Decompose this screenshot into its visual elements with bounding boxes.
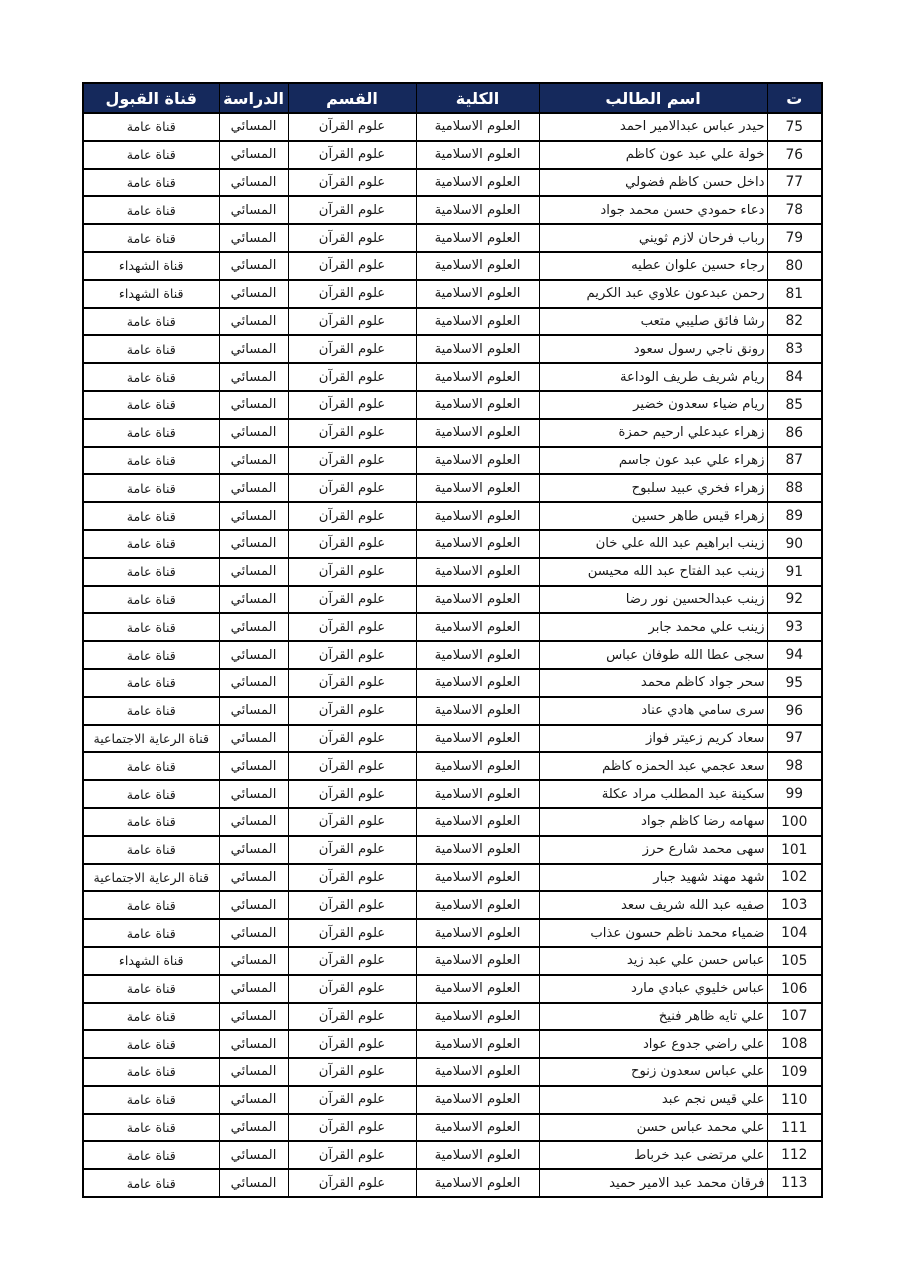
cell-channel: قناة عامة — [83, 1058, 219, 1086]
cell-number: 89 — [767, 502, 822, 530]
cell-channel: قناة عامة — [83, 308, 219, 336]
cell-number: 88 — [767, 474, 822, 502]
cell-college: العلوم الاسلامية — [416, 1058, 539, 1086]
cell-college: العلوم الاسلامية — [416, 1003, 539, 1031]
cell-number: 98 — [767, 752, 822, 780]
cell-student-name: فرقان محمد عبد الامير حميد — [539, 1169, 767, 1197]
cell-study: المسائي — [219, 808, 288, 836]
cell-study: المسائي — [219, 113, 288, 141]
cell-number: 75 — [767, 113, 822, 141]
table-row — [83, 447, 822, 475]
cell-study: المسائي — [219, 891, 288, 919]
table-row — [83, 1003, 822, 1031]
cell-college: العلوم الاسلامية — [416, 1169, 539, 1197]
cell-department: علوم القرآن — [288, 641, 416, 669]
cell-channel: قناة عامة — [83, 613, 219, 641]
table-row — [83, 558, 822, 586]
cell-college: العلوم الاسلامية — [416, 808, 539, 836]
table-row — [83, 613, 822, 641]
cell-department: علوم القرآن — [288, 947, 416, 975]
cell-channel: قناة عامة — [83, 697, 219, 725]
cell-department: علوم القرآن — [288, 613, 416, 641]
cell-student-name: صفيه عبد الله شريف سعد — [539, 891, 767, 919]
cell-student-name: ريام شريف طريف الوداعة — [539, 363, 767, 391]
cell-number: 77 — [767, 169, 822, 197]
cell-study: المسائي — [219, 224, 288, 252]
cell-study: المسائي — [219, 864, 288, 892]
cell-student-name: سعاد كريم زعيتر فواز — [539, 725, 767, 753]
cell-number: 94 — [767, 641, 822, 669]
cell-department: علوم القرآن — [288, 891, 416, 919]
cell-student-name: علي قيس نجم عبد — [539, 1086, 767, 1114]
table-row — [83, 502, 822, 530]
table-row — [83, 752, 822, 780]
cell-channel: قناة الرعاية الاجتماعية — [83, 725, 219, 753]
cell-college: العلوم الاسلامية — [416, 836, 539, 864]
cell-college: العلوم الاسلامية — [416, 864, 539, 892]
cell-student-name: عباس خليوي عبادي مارد — [539, 975, 767, 1003]
cell-student-name: زينب عبد الفتاح عبد الله محيسن — [539, 558, 767, 586]
cell-study: المسائي — [219, 419, 288, 447]
cell-number: 83 — [767, 335, 822, 363]
cell-department: علوم القرآن — [288, 780, 416, 808]
table-row — [83, 1058, 822, 1086]
cell-study: المسائي — [219, 1141, 288, 1169]
cell-number: 90 — [767, 530, 822, 558]
cell-study: المسائي — [219, 1114, 288, 1142]
table-row — [83, 919, 822, 947]
cell-study: المسائي — [219, 474, 288, 502]
cell-study: المسائي — [219, 1058, 288, 1086]
cell-college: العلوم الاسلامية — [416, 1030, 539, 1058]
cell-department: علوم القرآن — [288, 919, 416, 947]
table-row — [83, 1141, 822, 1169]
cell-college: العلوم الاسلامية — [416, 530, 539, 558]
table-row — [83, 1114, 822, 1142]
cell-college: العلوم الاسلامية — [416, 947, 539, 975]
cell-study: المسائي — [219, 752, 288, 780]
cell-channel: قناة عامة — [83, 808, 219, 836]
header-cell-channel: قناة القبول — [83, 83, 219, 113]
cell-department: علوم القرآن — [288, 391, 416, 419]
cell-student-name: سهامه رضا كاظم جواد — [539, 808, 767, 836]
cell-number: 110 — [767, 1086, 822, 1114]
cell-college: العلوم الاسلامية — [416, 474, 539, 502]
cell-number: 108 — [767, 1030, 822, 1058]
cell-college: العلوم الاسلامية — [416, 669, 539, 697]
table-row — [83, 864, 822, 892]
cell-channel: قناة عامة — [83, 558, 219, 586]
cell-number: 80 — [767, 252, 822, 280]
cell-student-name: علي عباس سعدون زنوح — [539, 1058, 767, 1086]
cell-student-name: زهراء قيس طاهر حسين — [539, 502, 767, 530]
cell-student-name: زهراء عبدعلي ارحيم حمزة — [539, 419, 767, 447]
cell-college: العلوم الاسلامية — [416, 975, 539, 1003]
cell-study: المسائي — [219, 280, 288, 308]
cell-department: علوم القرآن — [288, 530, 416, 558]
cell-number: 79 — [767, 224, 822, 252]
cell-number: 113 — [767, 1169, 822, 1197]
cell-student-name: عباس حسن علي عبد زيد — [539, 947, 767, 975]
cell-number: 81 — [767, 280, 822, 308]
cell-student-name: سهى محمد شارع حرز — [539, 836, 767, 864]
cell-channel: قناة عامة — [83, 1169, 219, 1197]
cell-number: 112 — [767, 1141, 822, 1169]
cell-number: 87 — [767, 447, 822, 475]
cell-department: علوم القرآن — [288, 363, 416, 391]
cell-number: 91 — [767, 558, 822, 586]
cell-channel: قناة عامة — [83, 1141, 219, 1169]
cell-department: علوم القرآن — [288, 975, 416, 1003]
table-row — [83, 113, 822, 141]
cell-student-name: سجى عطا الله طوفان عباس — [539, 641, 767, 669]
cell-student-name: شهد مهند شهيد جبار — [539, 864, 767, 892]
cell-department: علوم القرآن — [288, 280, 416, 308]
cell-channel: قناة عامة — [83, 196, 219, 224]
cell-department: علوم القرآن — [288, 1114, 416, 1142]
cell-department: علوم القرآن — [288, 308, 416, 336]
cell-college: العلوم الاسلامية — [416, 419, 539, 447]
table-row — [83, 474, 822, 502]
cell-department: علوم القرآن — [288, 224, 416, 252]
table-row — [83, 252, 822, 280]
table-row — [83, 947, 822, 975]
cell-student-name: رشا فائق صليبي متعب — [539, 308, 767, 336]
cell-department: علوم القرآن — [288, 141, 416, 169]
cell-college: العلوم الاسلامية — [416, 391, 539, 419]
table-row — [83, 196, 822, 224]
cell-number: 78 — [767, 196, 822, 224]
table-header — [83, 83, 822, 113]
table-row — [83, 808, 822, 836]
cell-college: العلوم الاسلامية — [416, 780, 539, 808]
cell-college: العلوم الاسلامية — [416, 363, 539, 391]
cell-department: علوم القرآن — [288, 1003, 416, 1031]
table-body — [83, 113, 822, 1197]
cell-number: 111 — [767, 1114, 822, 1142]
cell-channel: قناة عامة — [83, 391, 219, 419]
cell-study: المسائي — [219, 613, 288, 641]
table-row — [83, 836, 822, 864]
table-row — [83, 335, 822, 363]
table-row — [83, 975, 822, 1003]
cell-student-name: سحر جواد كاظم محمد — [539, 669, 767, 697]
header-cell-study: الدراسة — [219, 83, 288, 113]
cell-college: العلوم الاسلامية — [416, 697, 539, 725]
cell-study: المسائي — [219, 947, 288, 975]
cell-study: المسائي — [219, 919, 288, 947]
cell-number: 106 — [767, 975, 822, 1003]
table-row — [83, 891, 822, 919]
cell-college: العلوم الاسلامية — [416, 752, 539, 780]
cell-number: 86 — [767, 419, 822, 447]
cell-student-name: زهراء علي عبد عون جاسم — [539, 447, 767, 475]
cell-student-name: علي مرتضى عبد خرباط — [539, 1141, 767, 1169]
cell-department: علوم القرآن — [288, 836, 416, 864]
cell-study: المسائي — [219, 169, 288, 197]
cell-channel: قناة الرعاية الاجتماعية — [83, 864, 219, 892]
cell-college: العلوم الاسلامية — [416, 558, 539, 586]
cell-study: المسائي — [219, 1030, 288, 1058]
cell-department: علوم القرآن — [288, 697, 416, 725]
cell-department: علوم القرآن — [288, 1141, 416, 1169]
cell-college: العلوم الاسلامية — [416, 1141, 539, 1169]
cell-study: المسائي — [219, 558, 288, 586]
cell-department: علوم القرآن — [288, 196, 416, 224]
cell-student-name: زينب علي محمد جابر — [539, 613, 767, 641]
cell-student-name: سكينة عبد المطلب مراد عكلة — [539, 780, 767, 808]
table-row — [83, 725, 822, 753]
cell-channel: قناة عامة — [83, 335, 219, 363]
table-row — [83, 669, 822, 697]
cell-department: علوم القرآن — [288, 864, 416, 892]
cell-college: العلوم الاسلامية — [416, 641, 539, 669]
cell-number: 101 — [767, 836, 822, 864]
cell-college: العلوم الاسلامية — [416, 919, 539, 947]
cell-channel: قناة الشهداء — [83, 947, 219, 975]
cell-study: المسائي — [219, 502, 288, 530]
table-row — [83, 308, 822, 336]
cell-number: 99 — [767, 780, 822, 808]
cell-college: العلوم الاسلامية — [416, 891, 539, 919]
cell-channel: قناة عامة — [83, 1003, 219, 1031]
table-row — [83, 363, 822, 391]
cell-study: المسائي — [219, 780, 288, 808]
cell-number: 107 — [767, 1003, 822, 1031]
header-cell-department: القسم — [288, 83, 416, 113]
cell-number: 93 — [767, 613, 822, 641]
cell-student-name: علي راضي جدوع عواد — [539, 1030, 767, 1058]
table-row — [83, 641, 822, 669]
cell-channel: قناة عامة — [83, 363, 219, 391]
header-row — [83, 83, 822, 113]
cell-student-name: زهراء فخري عبيد سلبوح — [539, 474, 767, 502]
table-row — [83, 280, 822, 308]
cell-study: المسائي — [219, 335, 288, 363]
cell-department: علوم القرآن — [288, 447, 416, 475]
cell-college: العلوم الاسلامية — [416, 141, 539, 169]
cell-channel: قناة عامة — [83, 891, 219, 919]
cell-channel: قناة عامة — [83, 113, 219, 141]
table-row — [83, 169, 822, 197]
cell-study: المسائي — [219, 141, 288, 169]
cell-college: العلوم الاسلامية — [416, 502, 539, 530]
cell-department: علوم القرآن — [288, 808, 416, 836]
cell-department: علوم القرآن — [288, 586, 416, 614]
cell-study: المسائي — [219, 975, 288, 1003]
cell-study: المسائي — [219, 363, 288, 391]
cell-channel: قناة عامة — [83, 919, 219, 947]
table-row — [83, 141, 822, 169]
cell-channel: قناة عامة — [83, 502, 219, 530]
cell-student-name: رجاء حسين علوان عطيه — [539, 252, 767, 280]
cell-department: علوم القرآن — [288, 1086, 416, 1114]
cell-department: علوم القرآن — [288, 474, 416, 502]
cell-department: علوم القرآن — [288, 252, 416, 280]
cell-student-name: زينب عبدالحسين نور رضا — [539, 586, 767, 614]
cell-number: 103 — [767, 891, 822, 919]
cell-channel: قناة الشهداء — [83, 252, 219, 280]
cell-study: المسائي — [219, 391, 288, 419]
cell-department: علوم القرآن — [288, 1058, 416, 1086]
cell-department: علوم القرآن — [288, 752, 416, 780]
cell-student-name: سرى سامي هادي عناد — [539, 697, 767, 725]
cell-student-name: علي تايه ظاهر فنيخ — [539, 1003, 767, 1031]
table-row — [83, 586, 822, 614]
cell-study: المسائي — [219, 697, 288, 725]
cell-student-name: رحمن عبدعون علاوي عبد الكريم — [539, 280, 767, 308]
table-row — [83, 1030, 822, 1058]
cell-number: 76 — [767, 141, 822, 169]
table-row — [83, 1086, 822, 1114]
cell-channel: قناة عامة — [83, 474, 219, 502]
cell-study: المسائي — [219, 1003, 288, 1031]
cell-channel: قناة عامة — [83, 752, 219, 780]
cell-channel: قناة عامة — [83, 169, 219, 197]
table-row — [83, 1169, 822, 1197]
cell-channel: قناة عامة — [83, 1030, 219, 1058]
table-row — [83, 419, 822, 447]
cell-number: 102 — [767, 864, 822, 892]
cell-department: علوم القرآن — [288, 502, 416, 530]
cell-student-name: ريام ضياء سعدون خضير — [539, 391, 767, 419]
cell-channel: قناة عامة — [83, 447, 219, 475]
cell-department: علوم القرآن — [288, 725, 416, 753]
table-row — [83, 530, 822, 558]
cell-student-name: رباب فرحان لازم ثويني — [539, 224, 767, 252]
cell-college: العلوم الاسلامية — [416, 1086, 539, 1114]
cell-college: العلوم الاسلامية — [416, 335, 539, 363]
cell-study: المسائي — [219, 669, 288, 697]
cell-college: العلوم الاسلامية — [416, 308, 539, 336]
cell-study: المسائي — [219, 1169, 288, 1197]
cell-study: المسائي — [219, 252, 288, 280]
table-row — [83, 224, 822, 252]
cell-student-name: داخل حسن كاظم فضولي — [539, 169, 767, 197]
cell-department: علوم القرآن — [288, 669, 416, 697]
cell-student-name: علي محمد عباس حسن — [539, 1114, 767, 1142]
cell-study: المسائي — [219, 196, 288, 224]
cell-channel: قناة عامة — [83, 975, 219, 1003]
admission-table — [82, 82, 823, 1198]
cell-channel: قناة عامة — [83, 1086, 219, 1114]
cell-channel: قناة عامة — [83, 586, 219, 614]
cell-department: علوم القرآن — [288, 558, 416, 586]
cell-college: العلوم الاسلامية — [416, 252, 539, 280]
cell-department: علوم القرآن — [288, 335, 416, 363]
cell-study: المسائي — [219, 725, 288, 753]
cell-college: العلوم الاسلامية — [416, 447, 539, 475]
cell-number: 96 — [767, 697, 822, 725]
cell-channel: قناة الشهداء — [83, 280, 219, 308]
cell-college: العلوم الاسلامية — [416, 196, 539, 224]
cell-study: المسائي — [219, 641, 288, 669]
cell-channel: قناة عامة — [83, 1114, 219, 1142]
cell-study: المسائي — [219, 308, 288, 336]
cell-channel: قناة عامة — [83, 419, 219, 447]
cell-college: العلوم الاسلامية — [416, 169, 539, 197]
cell-number: 104 — [767, 919, 822, 947]
cell-channel: قناة عامة — [83, 141, 219, 169]
cell-college: العلوم الاسلامية — [416, 224, 539, 252]
cell-department: علوم القرآن — [288, 113, 416, 141]
cell-study: المسائي — [219, 586, 288, 614]
cell-channel: قناة عامة — [83, 780, 219, 808]
cell-college: العلوم الاسلامية — [416, 725, 539, 753]
cell-study: المسائي — [219, 447, 288, 475]
admission-table-wrap — [84, 82, 823, 1198]
table-row — [83, 697, 822, 725]
cell-student-name: خولة علي عبد عون كاظم — [539, 141, 767, 169]
header-cell-number: ت — [767, 83, 822, 113]
cell-number: 100 — [767, 808, 822, 836]
header-cell-student-name: اسم الطالب — [539, 83, 767, 113]
cell-student-name: ضمياء محمد ناظم حسون عذاب — [539, 919, 767, 947]
cell-number: 109 — [767, 1058, 822, 1086]
table-row — [83, 391, 822, 419]
cell-study: المسائي — [219, 1086, 288, 1114]
cell-college: العلوم الاسلامية — [416, 113, 539, 141]
cell-college: العلوم الاسلامية — [416, 1114, 539, 1142]
cell-college: العلوم الاسلامية — [416, 586, 539, 614]
header-cell-college: الكلية — [416, 83, 539, 113]
cell-number: 85 — [767, 391, 822, 419]
cell-channel: قناة عامة — [83, 669, 219, 697]
cell-study: المسائي — [219, 836, 288, 864]
cell-channel: قناة عامة — [83, 530, 219, 558]
cell-number: 92 — [767, 586, 822, 614]
cell-college: العلوم الاسلامية — [416, 613, 539, 641]
cell-college: العلوم الاسلامية — [416, 280, 539, 308]
table-row — [83, 780, 822, 808]
cell-number: 97 — [767, 725, 822, 753]
cell-department: علوم القرآن — [288, 1169, 416, 1197]
cell-student-name: حيدر عباس عبدالامير احمد — [539, 113, 767, 141]
cell-student-name: رونق ناجي رسول سعود — [539, 335, 767, 363]
cell-student-name: سعد عجمي عبد الحمزه كاظم — [539, 752, 767, 780]
cell-department: علوم القرآن — [288, 1030, 416, 1058]
cell-study: المسائي — [219, 530, 288, 558]
cell-number: 82 — [767, 308, 822, 336]
cell-department: علوم القرآن — [288, 419, 416, 447]
cell-number: 95 — [767, 669, 822, 697]
cell-number: 105 — [767, 947, 822, 975]
cell-student-name: زينب ابراهيم عبد الله علي خان — [539, 530, 767, 558]
cell-department: علوم القرآن — [288, 169, 416, 197]
cell-number: 84 — [767, 363, 822, 391]
cell-channel: قناة عامة — [83, 641, 219, 669]
cell-channel: قناة عامة — [83, 224, 219, 252]
cell-channel: قناة عامة — [83, 836, 219, 864]
cell-student-name: دعاء حمودي حسن محمد جواد — [539, 196, 767, 224]
